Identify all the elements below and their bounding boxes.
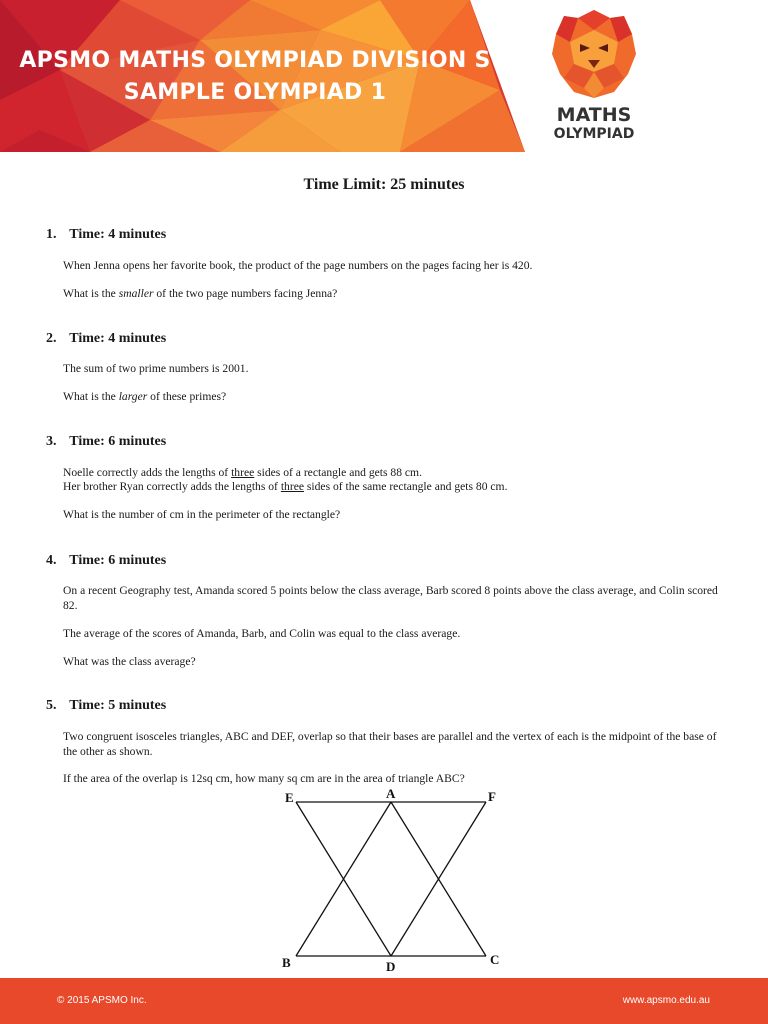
emphasis: smaller (118, 287, 154, 300)
label-B: B (282, 955, 291, 970)
text-run: Her brother Ryan correctly adds the lengths of (63, 480, 281, 493)
lion-head-icon (550, 8, 638, 100)
text-run: of the two page numbers facing Jenna? (153, 287, 338, 300)
text-run: of these primes? (147, 390, 227, 403)
question-1-heading (46, 227, 166, 243)
label-C: C (490, 952, 500, 967)
question-3-heading (46, 434, 166, 450)
text-run: sides of the same rectangle and gets 80 cm. (304, 480, 508, 493)
question-number: 4. (46, 553, 57, 568)
question-1-text: When Jenna opens her favorite book, the product of the page numbers on the pages facing her is 420. (63, 259, 533, 272)
question-4-text: On a recent Geography test, Amanda scored 5 points below the class average, Barb scored 8 points above the class average, and Colin scored 82. (63, 584, 718, 612)
question-time: Time: 6 minutes (69, 553, 167, 568)
time-limit-heading: Time Limit: 25 minutes (303, 176, 465, 193)
question-time: Time: 4 minutes (69, 227, 167, 242)
question-1-ask (63, 286, 723, 301)
question-number: 3. (46, 434, 57, 449)
label-F: F (488, 789, 496, 804)
question-3-line-1 (63, 465, 723, 480)
banner-title-line1: APSMO MATHS OLYMPIAD DIVISION S (19, 48, 491, 73)
question-time: Time: 4 minutes (69, 331, 167, 346)
underlined-word: three (280, 480, 304, 493)
website-link[interactable]: www.apsmo.edu.au (622, 995, 710, 1006)
question-5-ask: If the area of the overlap is 12sq cm, how many sq cm are in the area of triangle ABC? (63, 772, 465, 785)
underlined-word: three (231, 466, 255, 479)
label-A: A (386, 786, 396, 801)
copyright-text: © 2015 APSMO Inc. (57, 995, 147, 1006)
logo-word-olympiad: OLYMPIAD (553, 126, 635, 142)
question-time: Time: 6 minutes (69, 434, 167, 449)
logo-word-maths: MATHS (556, 104, 632, 126)
text-run: sides of a rectangle and gets 88 cm. (254, 466, 422, 479)
question-5-text: Two congruent isosceles triangles, ABC and DEF, overlap so that their bases are parallel and the vertex of each is the midpoint of the base of the other as shown. (63, 730, 717, 758)
question-time: Time: 5 minutes (69, 698, 167, 713)
question-4-heading (46, 553, 166, 569)
overlapping-triangles-diagram (270, 782, 510, 978)
question-5-heading (46, 698, 166, 714)
label-D: D (386, 959, 396, 974)
text-run: What is the (63, 390, 119, 403)
maths-olympiad-logo (538, 8, 650, 144)
page-footer (0, 978, 768, 1024)
banner-title-line2: SAMPLE OLYMPIAD 1 (123, 80, 387, 105)
header-banner (0, 0, 768, 152)
question-number: 5. (46, 698, 57, 713)
text-run: What is the (63, 287, 119, 300)
emphasis: larger (118, 390, 148, 403)
label-E: E (285, 790, 294, 805)
question-2-text: The sum of two prime numbers is 2001. (63, 362, 249, 375)
question-2-ask (63, 389, 723, 404)
text-run: Noelle correctly adds the lengths of (63, 466, 232, 479)
question-4-ask: What was the class average? (63, 655, 196, 668)
question-number: 2. (46, 331, 57, 346)
question-3-ask: What is the number of cm in the perimeter of the rectangle? (63, 508, 341, 521)
question-2-heading (46, 331, 166, 347)
question-3-line-2 (63, 479, 723, 494)
question-4-text-2: The average of the scores of Amanda, Barb, and Colin was equal to the class average. (63, 627, 461, 640)
polygon-background (0, 0, 768, 152)
question-number: 1. (46, 227, 57, 242)
